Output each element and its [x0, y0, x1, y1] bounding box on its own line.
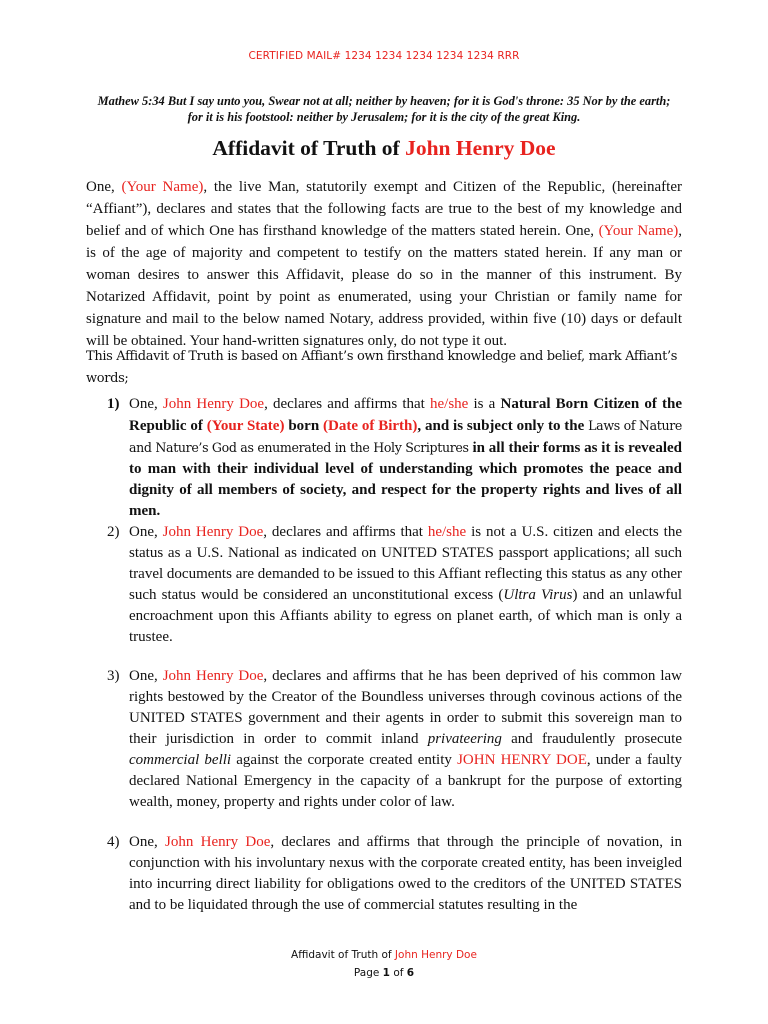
document-title: [0, 136, 768, 161]
intro-text: One,: [86, 179, 122, 195]
item-text: ) and an unlawful encroachment upon this Affiants ability to egress on planet earth, of which man is only a trustee.: [129, 587, 682, 645]
commercial-belli-term: commercial belli: [129, 752, 232, 768]
current-page: 1: [382, 967, 390, 979]
intro-text: , the live Man, statutorily exempt and Citizen of the Republic, (hereinafter “Affiant”), declares and states that the following facts are true to the best of my knowledge and belief and of which One has firsthand knowledge of the matters stated herein. One,: [86, 179, 682, 239]
affiant-name: John Henry Doe: [162, 668, 264, 684]
item-text: One,: [129, 834, 166, 850]
total-pages: 6: [406, 967, 415, 979]
scripture-quote-line-1: Mathew 5:34 But I say unto you, Swear not at all; neither by heaven; for it is God's throne: 35 Nor by the earth;: [97, 94, 671, 108]
page-footer: [0, 946, 768, 982]
item-text-bold: born: [284, 418, 324, 434]
item-text: One,: [129, 668, 163, 684]
basis-statement: This Affidavit of Truth is based on Affiant’s own firsthand knowledge and belief, mark Affiant’s words;: [86, 349, 678, 386]
affirmation-item-4: [86, 832, 682, 916]
page-number: [0, 964, 768, 982]
footer-title-prefix: Affidavit of Truth of: [291, 949, 395, 961]
item-text: , declares and affirms that: [264, 396, 430, 412]
state-placeholder: (Your State): [206, 418, 285, 434]
ultra-virus-term: Ultra Virus: [503, 587, 573, 603]
page-of-label: of: [389, 967, 407, 979]
title-name: John Henry Doe: [405, 136, 556, 160]
pronoun-placeholder: he/she: [430, 396, 469, 412]
privateering-term: privateering: [427, 731, 502, 747]
your-name-placeholder: (Your Name): [598, 223, 679, 239]
item-text-bold: in all their forms as it is revealed to man with their individual level of understanding which promotes the peace and dignity of all members of society, and respect for the property rights and lives of all men.: [129, 440, 682, 519]
item-number: 2): [107, 524, 120, 540]
affiant-name: John Henry Doe: [162, 524, 264, 540]
item-text: , declares and affirms that through the principle of novation, in conjunction with his involuntary nexus with the corporate created entity, has been inveigled into incurring direct liability for obligations owed to the creditors of the UNITED STATES and to be liquidated through the use of commercial statutes resulting in the: [129, 834, 682, 913]
certified-mail-header: CERTIFIED MAIL# 1234 1234 1234 1234 1234 RRR: [248, 50, 520, 62]
affirmation-item-3: [86, 666, 682, 813]
your-name-placeholder: (Your Name): [121, 179, 204, 195]
item-text: , declares and affirms that he has been deprived of his common law rights bestowed by the Creator of the Boundless universes through covinous actions of the UNITED STATES government and their agents in order to submit this sovereign man to their jurisdiction in order to commit inland: [129, 668, 682, 747]
corporate-entity-name: JOHN HENRY DOE: [457, 752, 587, 768]
item-number: 4): [107, 834, 120, 850]
item-number: 1): [107, 396, 120, 412]
item-text: , under a faulty declared National Emergency in the capacity of a bankrupt for the purpose of extorting wealth, money, property and rights under color of law.: [129, 752, 682, 810]
affiant-name: John Henry Doe: [165, 834, 271, 850]
footer-title: [0, 946, 768, 964]
intro-paragraph: [86, 176, 682, 352]
item-text: and fraudulently prosecute: [501, 731, 682, 747]
item-text: , declares and affirms that: [263, 524, 428, 540]
page-label: Page: [353, 967, 383, 979]
intro-text: , is of the age of majority and competent to testify on the matters stated herein. If any man or woman desires to answer this Affidavit, please do so in the manner of this instrument. By Notarized Affidavit, point by point as enumerated, using your Christian or family name for signature and mail to the below named Notary, address provided, within five (10) days or default will be obtained. Your hand-written signatures only, do not type it out.: [86, 223, 682, 349]
affiant-name: John Henry Doe: [162, 396, 265, 412]
dob-placeholder: (Date of Birth): [323, 418, 418, 434]
item-number: 3): [107, 668, 120, 684]
item-text: One,: [129, 396, 163, 412]
scripture-quote: [80, 93, 688, 125]
item-text-bold: Natural Born Citizen of the Republic of: [129, 396, 682, 434]
item-text: One,: [129, 524, 163, 540]
item-text: is a: [468, 396, 501, 412]
item-text-bold: , and is subject only to the: [417, 418, 589, 434]
laws-of-nature-text: Laws of Nature and Nature’s God as enumerated in the Holy Scriptures: [129, 418, 683, 455]
scripture-quote-line-2: for it is his footstool: neither by Jerusalem; for it is the city of the great King.: [187, 110, 581, 124]
footer-title-name: John Henry Doe: [394, 949, 477, 961]
pronoun-placeholder: he/she: [427, 524, 467, 540]
affirmation-item-1: [86, 394, 682, 522]
title-prefix: Affidavit of Truth of: [212, 136, 400, 160]
item-text: is not a U.S. citizen and elects the status as a U.S. National as indicated on UNITED STATES passport applications; all such travel documents are demanded to be issued to this Affiant reflecting this status as any other such status would be considered an unconstitutional excess (: [129, 524, 682, 603]
affirmation-item-2: [86, 522, 682, 648]
item-text: against the corporate created entity: [231, 752, 458, 768]
